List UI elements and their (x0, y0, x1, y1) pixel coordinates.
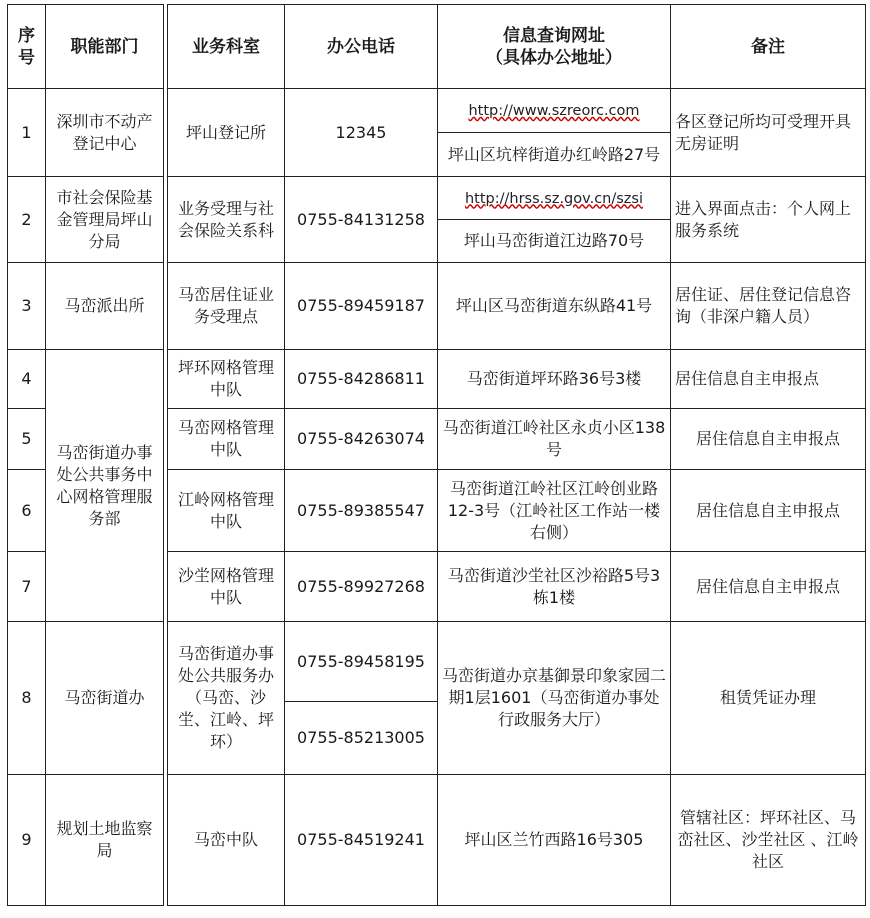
row-phone: 0755-84519241 (285, 775, 438, 906)
row-phone: 0755-84263074 (285, 409, 438, 470)
row-remark: 进入界面点击：个人网上服务系统 (671, 177, 866, 263)
header-section: 业务科室 (168, 5, 285, 89)
row-section: 坪环网格管理中队 (168, 350, 285, 409)
row-remark: 居住信息自主申报点 (671, 409, 866, 470)
header-remark: 备注 (671, 5, 866, 89)
row-address: 马峦街道办京基御景印象家园二期1层1601（马峦街道办事处行政服务大厅） (438, 622, 671, 775)
row-phone: 0755-89458195 (285, 622, 438, 702)
row-address: 坪山马峦街道江边路70号 (438, 220, 671, 263)
row-dept-grid: 马峦街道办事处公共事务中心网格管理服务部 (46, 350, 164, 622)
row-section: 业务受理与社会保险关系科 (168, 177, 285, 263)
row-dept: 市社会保险基金管理局坪山分局 (46, 177, 164, 263)
row-section: 马峦中队 (168, 775, 285, 906)
row-section: 坪山登记所 (168, 89, 285, 177)
table-row (8, 177, 866, 220)
row-remark: 管辖社区：坪环社区、马峦社区、沙坣社区 、江岭社区 (671, 775, 866, 906)
row-dept: 深圳市不动产登记中心 (46, 89, 164, 177)
row-seq: 4 (8, 350, 46, 409)
row-section: 江岭网格管理中队 (168, 470, 285, 552)
header-phone: 办公电话 (285, 5, 438, 89)
table-row (8, 89, 866, 133)
row-address: 坪山区马峦街道东纵路41号 (438, 263, 671, 350)
row-seq: 9 (8, 775, 46, 906)
row-phone: 0755-89385547 (285, 470, 438, 552)
row-seq: 6 (8, 470, 46, 552)
row-remark: 居住信息自主申报点 (671, 470, 866, 552)
header-info (438, 5, 671, 89)
row-phone: 0755-89459187 (285, 263, 438, 350)
row-section: 马峦居住证业务受理点 (168, 263, 285, 350)
row-dept: 马峦派出所 (46, 263, 164, 350)
row-seq: 5 (8, 409, 46, 470)
row-section: 沙坣网格管理中队 (168, 552, 285, 622)
row-phone: 0755-84131258 (285, 177, 438, 263)
row-remark: 居住信息自主申报点 (671, 350, 866, 409)
row-url-link[interactable]: http://www.szreorc.com (468, 103, 640, 119)
table-row (8, 350, 866, 409)
row-phone: 0755-89927268 (285, 552, 438, 622)
header-dept: 职能部门 (46, 5, 164, 89)
row-dept: 马峦街道办 (46, 622, 164, 775)
row-address: 坪山区坑梓街道办红岭路27号 (438, 133, 671, 177)
header-row (8, 5, 866, 89)
info-table (7, 4, 866, 906)
row-remark: 居住证、居住登记信息咨询（非深户籍人员） (671, 263, 866, 350)
row-address: 坪山区兰竹西路16号305 (438, 775, 671, 906)
row-section: 马峦街道办事处公共服务办（马峦、沙坣、江岭、坪环） (168, 622, 285, 775)
table-row (8, 263, 866, 350)
header-seq: 序号 (8, 5, 46, 89)
row-seq: 3 (8, 263, 46, 350)
row-address: 马峦街道沙坣社区沙裕路5号3栋1楼 (438, 552, 671, 622)
row-seq: 1 (8, 89, 46, 177)
row-section: 马峦网格管理中队 (168, 409, 285, 470)
row-seq: 2 (8, 177, 46, 263)
row-dept: 规划土地监察局 (46, 775, 164, 906)
table-row (8, 622, 866, 702)
row-url-cell (438, 177, 671, 220)
row-seq: 8 (8, 622, 46, 775)
row-remark: 租赁凭证办理 (671, 622, 866, 775)
row-remark: 各区登记所均可受理开具无房证明 (671, 89, 866, 177)
row-phone: 0755-84286811 (285, 350, 438, 409)
row-address: 马峦街道江岭社区江岭创业路12-3号（江岭社区工作站一楼右侧） (438, 470, 671, 552)
row-url-cell (438, 89, 671, 133)
row-url-link[interactable]: http://hrss.sz.gov.cn/szsi (464, 190, 643, 207)
row-address: 马峦街道江岭社区永贞小区138号 (438, 409, 671, 470)
row-phone: 12345 (285, 89, 438, 177)
header-info-line2: （具体办公地址） (486, 47, 622, 68)
row-phone-2: 0755-85213005 (285, 702, 438, 775)
row-seq: 7 (8, 552, 46, 622)
table-row (8, 775, 866, 906)
header-info-line1: 信息查询网址 (503, 25, 605, 46)
row-remark: 居住信息自主申报点 (671, 552, 866, 622)
row-address: 马峦街道坪环路36号3楼 (438, 350, 671, 409)
